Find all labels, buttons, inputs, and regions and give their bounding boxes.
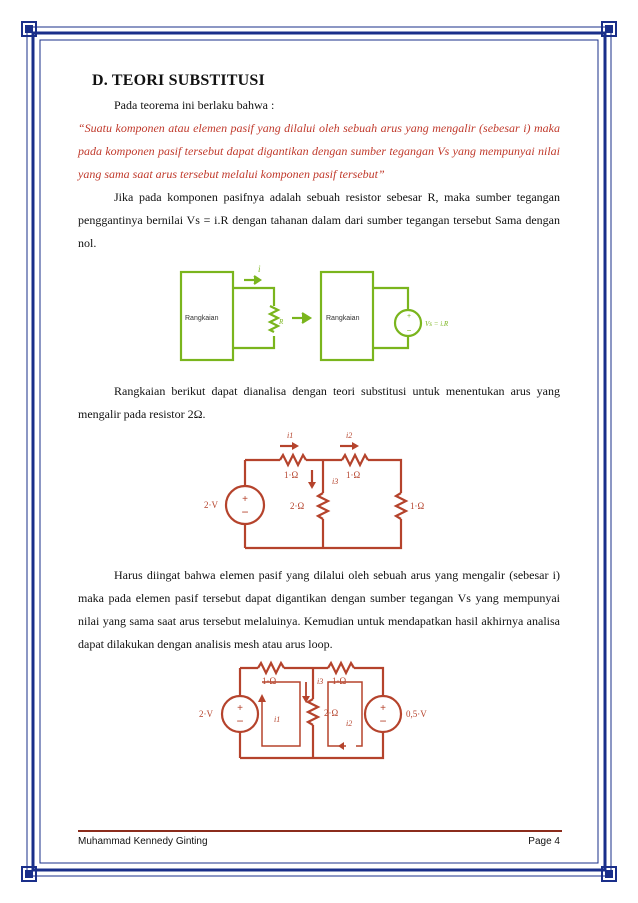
resistor-label: R xyxy=(279,318,284,326)
svg-text:−: − xyxy=(406,326,412,335)
r1-label: 1·Ω xyxy=(284,470,299,480)
r-right-label: 1·Ω xyxy=(410,501,425,511)
r2-label: 1·Ω xyxy=(346,470,361,480)
i3-label: i3 xyxy=(317,677,324,686)
r-top-left-label: 1·Ω xyxy=(262,676,277,686)
r-middle-label: 2·Ω xyxy=(324,708,339,718)
source-left-voltage: 2·V xyxy=(199,709,213,719)
r-middle-label: 2·Ω xyxy=(290,501,305,511)
svg-text:+: + xyxy=(380,703,386,714)
svg-text:−: − xyxy=(379,714,387,728)
section-title: D. TEORI SUBSTITUSI xyxy=(92,72,265,89)
svg-text:+: + xyxy=(242,494,248,505)
source-label: Vs = i.R xyxy=(425,320,449,328)
svg-text:−: − xyxy=(236,714,244,728)
mesh-i2-label: i2 xyxy=(346,719,353,728)
source-right-voltage: 0,5·V xyxy=(406,709,427,719)
paragraph-conclusion: Harus diingat bahwa elemen pasif yang dilalui oleh sebuah arus yang mengalir (sebesar i) maka pada elemen pasif tersebut dapat digantikan dengan sumber tegangan Vs yang mempunyai nilai yang sama saat arus tersebut melaluinya. Kemudian untuk mendapatkan hasil akhirnya analisa dapat dilakukan dengan analisis mesh atau arus loop. xyxy=(78,568,560,651)
footer-rule xyxy=(78,830,562,832)
i2-label: i2 xyxy=(346,431,353,440)
source-voltage: 2·V xyxy=(204,500,218,510)
intro-paragraph: Pada teorema ini berlaku bahwa : xyxy=(114,98,275,112)
mesh-i1-label: i1 xyxy=(274,715,281,724)
svg-text:+: + xyxy=(406,313,412,320)
footer-page-number: Page 4 xyxy=(528,836,560,847)
r-top-right-label: 1·Ω xyxy=(332,676,347,686)
page-content xyxy=(78,72,560,255)
block-right-label: Rangkaian xyxy=(326,315,360,322)
i3-label: i3 xyxy=(332,477,339,486)
substitution-diagram xyxy=(178,258,464,370)
paragraph-circuit-intro: Rangkaian berikut dapat dianalisa dengan teori substitusi untuk menentukan arus yang mengalir pada resistor 2Ω. xyxy=(78,384,560,421)
i1-label: i1 xyxy=(287,431,294,440)
circuit-diagram xyxy=(196,426,442,552)
theorem-quote: “Suatu komponen atau elemen pasif yang dilalui oleh sebuah arus yang mengalir (sebesar i) maka pada komponen pasif tersebut dapat digantikan dengan sumber tegangan Vs yang mempunyai nilai yang sama saat arus tersebut melalui komponen pasif tersebut” xyxy=(78,121,560,181)
substituted-circuit-diagram xyxy=(196,654,448,764)
svg-text:+: + xyxy=(237,703,243,714)
block-left-label: Rangkaian xyxy=(185,315,219,322)
paragraph-resistor: Jika pada komponen pasifnya adalah sebuah resistor sebesar R, maka sumber tegangan penggantinya bernilai Vs = i.R dengan tahanan dalam dari sumber tegangan tersebut Sama dengan nol. xyxy=(78,190,560,250)
current-label: i xyxy=(258,264,261,274)
svg-text:−: − xyxy=(241,505,249,519)
footer-author: Muhammad Kennedy Ginting xyxy=(78,836,208,847)
page-content-3 xyxy=(78,564,560,656)
page-content-2 xyxy=(78,380,560,426)
